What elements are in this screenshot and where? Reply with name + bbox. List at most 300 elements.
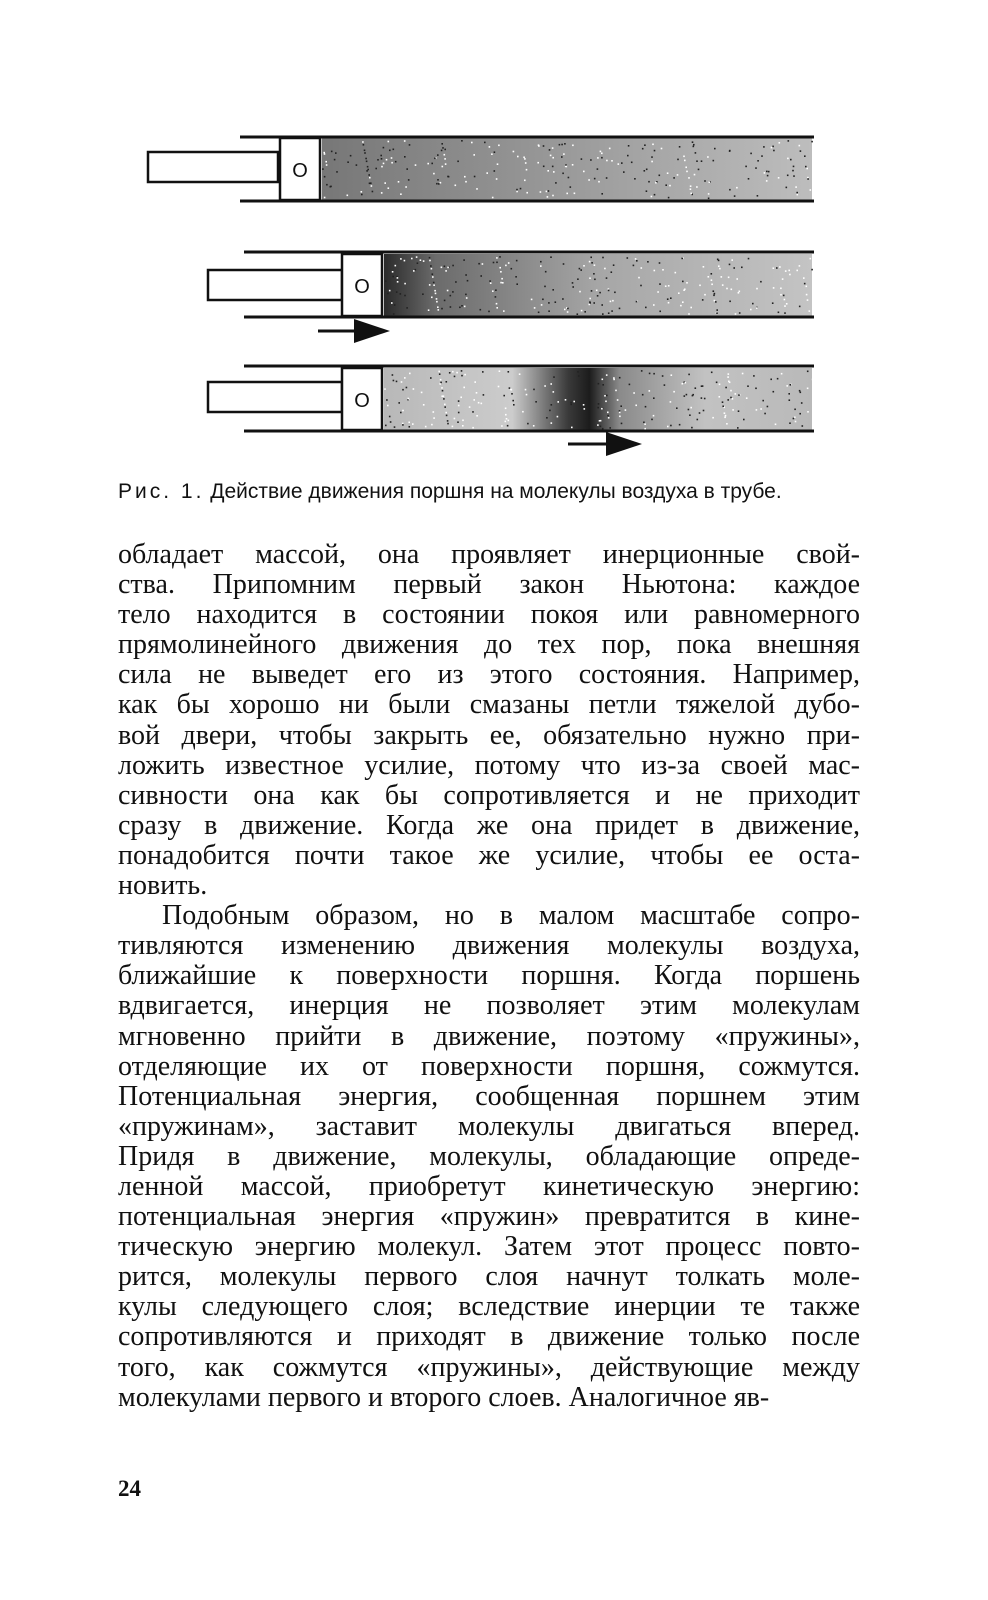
molecule-dot <box>466 297 468 299</box>
molecule-dot <box>613 377 615 379</box>
molecule-dot <box>484 142 486 144</box>
molecule-dot <box>601 304 603 306</box>
molecule-dot <box>688 409 690 411</box>
molecule-dot <box>496 257 498 259</box>
molecule-dot <box>404 295 406 297</box>
molecule-dot <box>589 298 591 300</box>
molecule-dot <box>807 177 809 179</box>
molecule-dot <box>806 286 808 288</box>
molecule-dot <box>633 265 635 267</box>
molecule-dot <box>499 370 501 372</box>
molecule-dot <box>589 277 591 279</box>
molecule-dot <box>464 306 466 308</box>
molecule-dot <box>786 187 788 189</box>
molecule-dot <box>661 148 663 150</box>
molecule-dot <box>544 286 546 288</box>
molecule-dot <box>516 191 518 193</box>
molecule-dot <box>612 300 614 302</box>
molecule-dot <box>601 157 603 159</box>
molecule-dot <box>565 164 567 166</box>
molecule-dot <box>809 310 811 312</box>
molecule-dot <box>790 384 792 386</box>
molecule-dot <box>541 304 543 306</box>
text-line: отделяющие их от поверхности поршня, сожмутся. <box>118 1050 860 1082</box>
molecule-dot <box>493 262 495 264</box>
molecule-dot <box>463 259 465 261</box>
molecule-dot <box>472 411 474 413</box>
molecule-dot <box>669 185 671 187</box>
molecule-dot <box>704 180 706 182</box>
molecule-dot <box>390 421 392 423</box>
molecule-dot <box>704 294 706 296</box>
air-column-1 <box>322 138 812 200</box>
text-line: Подобным образом, но в малом масштабе сопро- <box>162 900 860 932</box>
molecule-dot <box>789 274 791 276</box>
molecule-dot <box>548 190 550 192</box>
molecule-dot <box>598 181 600 183</box>
molecule-dot <box>690 185 692 187</box>
molecule-dot <box>799 390 801 392</box>
molecule-dot <box>601 408 603 410</box>
molecule-dot <box>527 423 529 425</box>
tube-2 <box>208 252 814 331</box>
molecule-dot <box>413 388 415 390</box>
molecule-dot <box>691 427 693 429</box>
molecule-dot <box>496 303 498 305</box>
molecule-dot <box>748 178 750 180</box>
molecule-dot <box>729 264 731 266</box>
molecule-dot <box>552 147 554 149</box>
molecule-dot <box>593 302 595 304</box>
molecule-dot <box>712 417 714 419</box>
molecule-dot <box>794 417 796 419</box>
molecule-dot <box>420 259 422 261</box>
molecule-dot <box>635 405 637 407</box>
molecule-dot <box>651 161 653 163</box>
molecule-dot <box>538 144 540 146</box>
molecule-dot <box>400 293 402 295</box>
molecule-dot <box>478 402 480 404</box>
molecule-dot <box>548 310 550 312</box>
molecule-dot <box>441 267 443 269</box>
molecule-dot <box>608 290 610 292</box>
molecule-dot <box>722 406 724 408</box>
molecule-dot <box>593 273 595 275</box>
molecule-dot <box>762 400 764 402</box>
molecule-dot <box>473 154 475 156</box>
molecule-dot <box>473 399 475 401</box>
molecule-dot <box>507 425 509 427</box>
molecule-dot <box>728 373 730 375</box>
text-line: вой двери, чтобы закрыть ее, обязательно нужно при- <box>118 719 860 751</box>
molecule-dot <box>659 175 661 177</box>
molecule-dot <box>617 399 619 401</box>
molecule-dot <box>394 304 396 306</box>
molecule-dot <box>717 259 719 261</box>
molecule-dot <box>799 413 801 415</box>
molecule-dot <box>771 147 773 149</box>
molecule-dot <box>506 418 508 420</box>
molecule-dot <box>598 403 600 405</box>
molecule-dot <box>456 372 458 374</box>
molecule-dot <box>688 177 690 179</box>
molecule-dot <box>326 164 328 166</box>
molecule-dot <box>367 166 369 168</box>
molecule-dot <box>773 287 775 289</box>
molecule-dot <box>347 195 349 197</box>
molecule-dot <box>439 383 441 385</box>
molecule-dot <box>734 195 736 197</box>
molecule-dot <box>778 312 780 314</box>
molecule-dot <box>730 397 732 399</box>
molecule-dot <box>627 155 629 157</box>
molecule-dot <box>804 283 806 285</box>
molecule-dot <box>417 262 419 264</box>
molecule-dot <box>447 423 449 425</box>
molecule-dot <box>524 180 526 182</box>
molecule-dot <box>807 411 809 413</box>
molecule-dot <box>725 387 727 389</box>
molecule-dot <box>440 379 442 381</box>
molecule-dot <box>409 426 411 428</box>
page-number: 24 <box>118 1476 141 1501</box>
molecule-dot <box>584 408 586 410</box>
molecule-dot <box>570 402 572 404</box>
molecule-dot <box>444 149 446 151</box>
molecule-dot <box>546 191 548 193</box>
molecule-dot <box>794 409 796 411</box>
molecule-dot <box>641 370 643 372</box>
molecule-dot <box>444 154 446 156</box>
molecule-dot <box>714 148 716 150</box>
molecule-dot <box>729 189 731 191</box>
molecule-dot <box>502 282 504 284</box>
molecule-dot <box>725 415 727 417</box>
molecule-dot <box>799 145 801 147</box>
molecule-dot <box>381 192 383 194</box>
molecule-dot <box>389 150 391 152</box>
molecule-dot <box>667 298 669 300</box>
molecule-dot <box>693 144 695 146</box>
molecule-dot <box>761 155 763 157</box>
molecule-dot <box>384 388 386 390</box>
molecule-dot <box>623 171 625 173</box>
molecule-dot <box>741 267 743 269</box>
molecule-dot <box>750 153 752 155</box>
molecule-dot <box>600 426 602 428</box>
molecule-dot <box>431 424 433 426</box>
molecule-dot <box>597 407 599 409</box>
molecule-dot <box>695 387 697 389</box>
molecule-dot <box>548 302 550 304</box>
molecule-dot <box>695 152 697 154</box>
molecule-dot <box>553 171 555 173</box>
molecule-dot <box>772 302 774 304</box>
molecule-dot <box>433 411 435 413</box>
molecule-dot <box>732 409 734 411</box>
text-line: сразу в движение. Когда же она придет в движение, <box>118 809 860 841</box>
molecule-dot <box>325 161 327 163</box>
molecule-dot <box>777 378 779 380</box>
molecule-dot <box>513 404 515 406</box>
molecule-dot <box>326 184 328 186</box>
molecule-dot <box>757 195 759 197</box>
molecule-dot <box>482 263 484 265</box>
molecule-dot <box>621 423 623 425</box>
molecule-dot <box>549 149 551 151</box>
molecule-dot <box>459 307 461 309</box>
molecule-dot <box>737 427 739 429</box>
molecule-dot <box>799 306 801 308</box>
molecule-dot <box>689 414 691 416</box>
molecule-dot <box>421 392 423 394</box>
molecule-dot <box>520 188 522 190</box>
molecule-dot <box>773 267 775 269</box>
molecule-dot <box>564 143 566 145</box>
molecule-dot <box>756 288 758 290</box>
text-line: кулы следующего слоя; вследствие инерции те также <box>118 1291 860 1323</box>
molecule-dot <box>393 149 395 151</box>
molecule-dot <box>322 168 324 170</box>
molecule-dot <box>681 258 683 260</box>
piston-rod-1 <box>148 152 278 182</box>
molecule-dot <box>486 172 488 174</box>
molecule-dot <box>665 285 667 287</box>
molecule-dot <box>445 270 447 272</box>
molecule-dot <box>711 372 713 374</box>
molecule-dot <box>807 178 809 180</box>
molecule-dot <box>692 395 694 397</box>
molecule-dot <box>588 179 590 181</box>
piston-mark-1: O <box>292 160 308 182</box>
molecule-dot <box>442 390 444 392</box>
molecule-dot <box>492 290 494 292</box>
molecule-dot <box>686 394 688 396</box>
molecule-dot <box>807 371 809 373</box>
molecule-dot <box>400 412 402 414</box>
molecule-dot <box>716 309 718 311</box>
molecule-dot <box>464 374 466 376</box>
molecule-dot <box>462 420 464 422</box>
molecule-dot <box>682 383 684 385</box>
paragraph-1 <box>118 540 860 901</box>
text-line: сопротивляются и приходят в движение только после <box>118 1321 860 1353</box>
molecule-dot <box>433 417 435 419</box>
molecule-dot <box>500 282 502 284</box>
text-line: того, как сожмутся «пружины», действующие между <box>118 1351 860 1383</box>
molecule-dot <box>444 300 446 302</box>
molecule-dot <box>792 170 794 172</box>
molecule-dot <box>688 313 690 315</box>
molecule-dot <box>405 186 407 188</box>
molecule-dot <box>408 179 410 181</box>
molecule-dot <box>445 412 447 414</box>
text-line: Придя в движение, молекулы, обладающие опреде- <box>118 1140 860 1172</box>
molecule-dot <box>736 278 738 280</box>
molecule-dot <box>391 302 393 304</box>
molecule-dot <box>760 408 762 410</box>
molecule-dot <box>412 423 414 425</box>
molecule-dot <box>662 375 664 377</box>
molecule-dot <box>572 286 574 288</box>
molecule-dot <box>693 146 695 148</box>
molecule-dot <box>552 195 554 197</box>
molecule-dot <box>597 295 599 297</box>
molecule-dot <box>331 151 333 153</box>
molecule-dot <box>738 410 740 412</box>
molecule-dot <box>413 270 415 272</box>
molecule-dot <box>578 375 580 377</box>
molecule-dot <box>806 168 808 170</box>
molecule-dot <box>391 162 393 164</box>
molecule-dot <box>533 425 535 427</box>
molecule-dot <box>398 181 400 183</box>
figure-caption <box>118 478 878 506</box>
molecule-dot <box>366 170 368 172</box>
molecule-dot <box>474 381 476 383</box>
molecule-dot <box>810 258 812 260</box>
molecule-dot <box>722 401 724 403</box>
molecule-dot <box>747 385 749 387</box>
molecule-dot <box>703 410 705 412</box>
molecule-dot <box>391 301 393 303</box>
molecule-dot <box>600 420 602 422</box>
molecule-dot <box>731 259 733 261</box>
molecule-dot <box>649 373 651 375</box>
molecule-dot <box>670 425 672 427</box>
molecule-dot <box>757 160 759 162</box>
text-line: рится, молекулы первого слоя начнут толкать моле- <box>118 1261 860 1293</box>
molecule-dot <box>561 156 563 158</box>
molecule-dot <box>797 194 799 196</box>
molecule-dot <box>559 144 561 146</box>
molecule-dot <box>441 308 443 310</box>
molecule-dot <box>601 193 603 195</box>
molecule-dot <box>701 160 703 162</box>
molecule-dot <box>489 280 491 282</box>
molecule-dot <box>447 290 449 292</box>
molecule-dot <box>805 166 807 168</box>
molecule-dot <box>437 306 439 308</box>
molecule-dot <box>619 410 621 412</box>
molecule-dot <box>552 289 554 291</box>
molecule-dot <box>496 262 498 264</box>
molecule-dot <box>679 146 681 148</box>
molecule-dot <box>651 156 653 158</box>
molecule-dot <box>397 281 399 283</box>
molecule-dot <box>408 422 410 424</box>
figure-caption-text: Действие движения поршня на молекулы воздуха в трубе. <box>210 480 782 503</box>
molecule-dot <box>619 416 621 418</box>
molecule-dot <box>499 256 501 258</box>
molecule-dot <box>583 265 585 267</box>
molecule-dot <box>406 168 408 170</box>
molecule-dot <box>483 394 485 396</box>
molecule-dot <box>767 175 769 177</box>
molecule-dot <box>498 386 500 388</box>
molecule-dot <box>523 157 525 159</box>
molecule-dot <box>503 395 505 397</box>
molecule-dot <box>726 288 728 290</box>
molecule-dot <box>392 271 394 273</box>
molecule-dot <box>361 191 363 193</box>
molecule-dot <box>577 313 579 315</box>
molecule-dot <box>409 144 411 146</box>
molecule-dot <box>442 166 444 168</box>
molecule-dot <box>644 423 646 425</box>
molecule-dot <box>350 155 352 157</box>
molecule-dot <box>643 422 645 424</box>
molecule-dot <box>555 301 557 303</box>
molecule-dot <box>443 395 445 397</box>
molecule-dot <box>789 422 791 424</box>
molecule-dot <box>746 397 748 399</box>
molecule-dot <box>750 309 752 311</box>
molecule-dot <box>633 392 635 394</box>
molecule-dot <box>406 307 408 309</box>
molecule-dot <box>590 257 592 259</box>
molecule-dot <box>362 141 364 143</box>
molecule-dot <box>653 415 655 417</box>
molecule-dot <box>668 285 670 287</box>
molecule-dot <box>802 425 804 427</box>
molecule-dot <box>423 404 425 406</box>
molecule-dot <box>646 169 648 171</box>
molecule-dot <box>400 193 402 195</box>
molecule-dot <box>597 157 599 159</box>
molecule-dot <box>664 384 666 386</box>
molecule-dot <box>324 197 326 199</box>
molecule-dot <box>454 418 456 420</box>
molecule-dot <box>501 425 503 427</box>
molecule-dot <box>718 265 720 267</box>
molecule-dot <box>393 313 395 315</box>
molecule-dot <box>683 156 685 158</box>
molecule-dot <box>395 265 397 267</box>
molecule-dot <box>755 167 757 169</box>
molecule-dot <box>447 420 449 422</box>
molecule-dot <box>715 301 717 303</box>
molecule-dot <box>387 405 389 407</box>
molecule-dot <box>729 150 731 152</box>
molecule-dot <box>471 142 473 144</box>
molecule-dot <box>441 143 443 145</box>
molecule-dot <box>467 280 469 282</box>
molecule-dot <box>605 401 607 403</box>
molecule-dot <box>572 282 574 284</box>
molecule-dot <box>384 182 386 184</box>
molecule-dot <box>645 406 647 408</box>
molecule-dot <box>496 178 498 180</box>
molecule-dot <box>673 177 675 179</box>
molecule-dot <box>404 140 406 142</box>
molecule-dot <box>713 295 715 297</box>
molecule-dot <box>508 420 510 422</box>
molecule-dot <box>366 161 368 163</box>
molecule-dot <box>404 260 406 262</box>
molecule-dot <box>566 193 568 195</box>
molecule-dot <box>404 156 406 158</box>
molecule-dot <box>594 279 596 281</box>
molecule-dot <box>683 289 685 291</box>
molecule-dot <box>465 294 467 296</box>
molecule-dot <box>665 184 667 186</box>
molecule-dot <box>474 176 476 178</box>
molecule-dot <box>406 387 408 389</box>
molecule-dot <box>610 301 612 303</box>
molecule-dot <box>713 160 715 162</box>
molecule-dot <box>553 376 555 378</box>
